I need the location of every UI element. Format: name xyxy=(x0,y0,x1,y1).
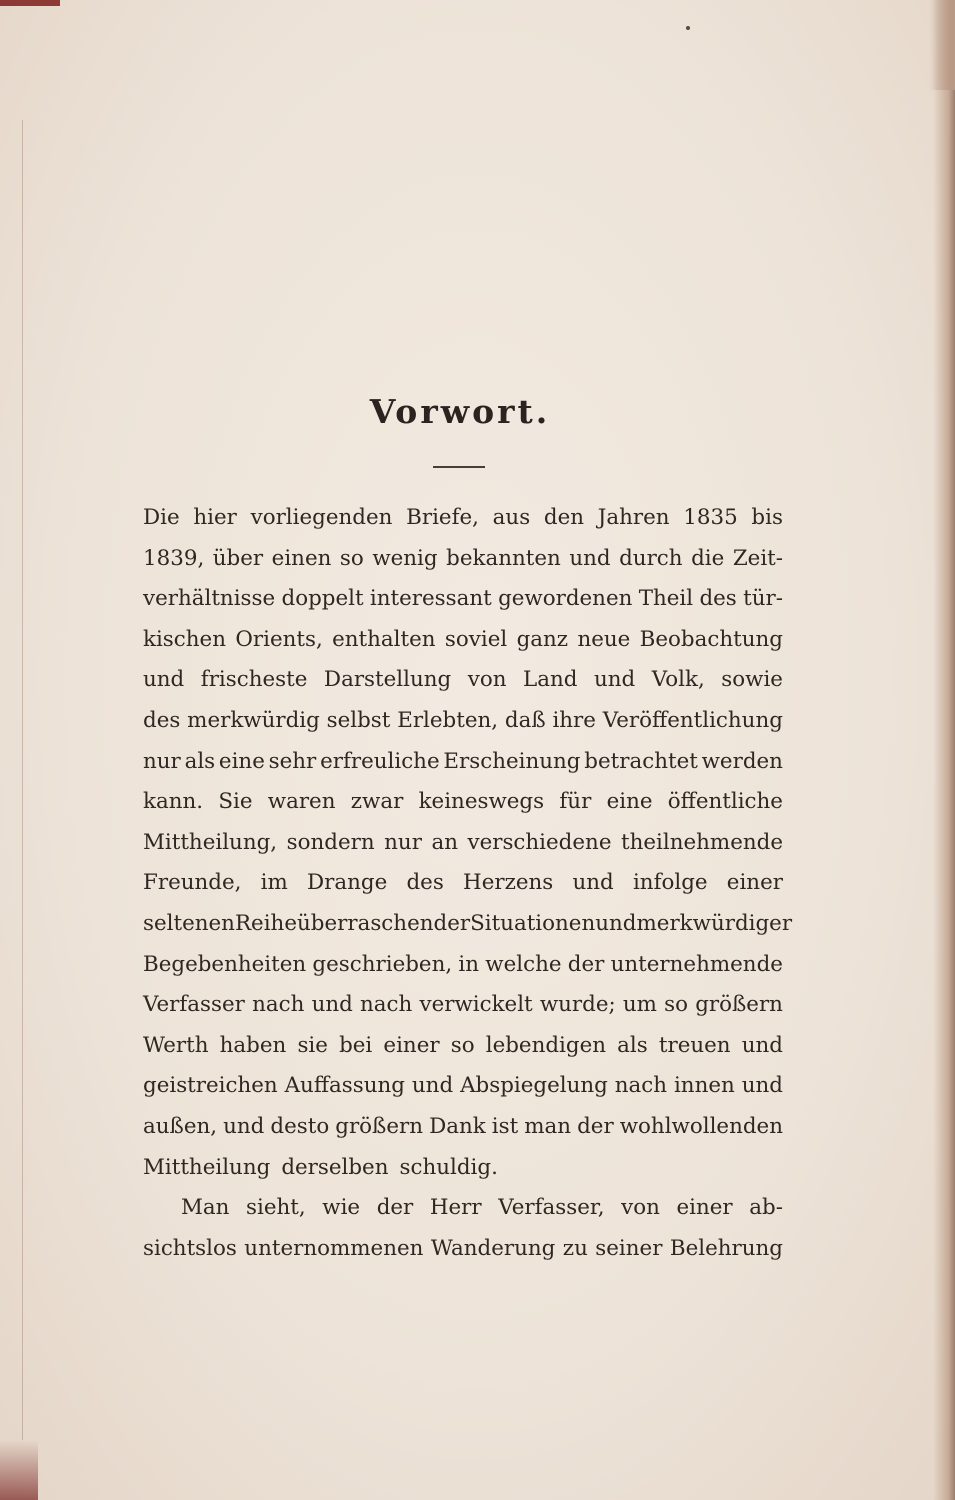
word: sowie xyxy=(721,667,783,693)
word: interessant xyxy=(369,586,492,612)
word: von xyxy=(621,1195,660,1221)
word: erfreuliche xyxy=(320,748,440,774)
word: an xyxy=(431,829,458,855)
word: Herr xyxy=(429,1195,482,1221)
text-line xyxy=(143,1033,783,1074)
word: seiner xyxy=(595,1235,663,1261)
word: Sie xyxy=(218,789,253,815)
preface-text xyxy=(143,505,793,1276)
word: schuldig. xyxy=(399,1154,498,1180)
word: verwickelt xyxy=(419,992,533,1018)
page-title: Vorwort. xyxy=(369,392,551,431)
text-line xyxy=(143,1114,783,1155)
word: werden xyxy=(701,748,783,774)
word: merkwürdiger xyxy=(636,910,793,936)
word: enthalten xyxy=(332,626,436,652)
word: zu xyxy=(562,1235,588,1261)
word: desto xyxy=(270,1113,330,1139)
text-line xyxy=(143,586,783,627)
word: Verfasser xyxy=(143,992,245,1018)
word: bekannten xyxy=(446,545,561,571)
word: wenig xyxy=(372,545,438,571)
word: nur xyxy=(143,748,181,774)
word: und xyxy=(143,667,185,693)
word: Die xyxy=(143,505,180,530)
text-line xyxy=(143,1195,783,1236)
word: größern xyxy=(695,992,783,1018)
word: Orients, xyxy=(235,626,323,652)
word: Verfasser, xyxy=(498,1195,605,1221)
word: sichtslos xyxy=(143,1235,237,1261)
word: einen xyxy=(271,545,332,571)
word: doppelt xyxy=(281,586,364,612)
word: wohlwollenden xyxy=(619,1113,783,1139)
text-line xyxy=(143,870,783,911)
word: außen, xyxy=(143,1113,218,1139)
word: Volk, xyxy=(651,667,705,693)
ink-spot xyxy=(686,26,690,30)
title-divider xyxy=(433,466,485,468)
word: selbst xyxy=(326,707,391,733)
word: als xyxy=(617,1032,648,1058)
word: kischen xyxy=(143,626,226,652)
word: gewordenen xyxy=(498,586,633,612)
word: betrachtet xyxy=(584,748,698,774)
word: über xyxy=(212,545,264,571)
text-line xyxy=(143,505,783,546)
text-line xyxy=(143,910,793,952)
word: Land xyxy=(523,667,578,693)
word: nach xyxy=(252,992,305,1018)
text-line xyxy=(143,749,783,790)
word: des xyxy=(406,870,444,896)
word: Beobachtung xyxy=(639,626,783,652)
word: und xyxy=(594,667,636,693)
word: Dank xyxy=(429,1113,486,1139)
word: des xyxy=(699,586,737,612)
text-line xyxy=(143,1073,783,1114)
word: Darstellung xyxy=(323,667,452,693)
word: Jahren xyxy=(597,505,670,530)
word: Drange xyxy=(307,870,388,896)
word: Herzens xyxy=(463,870,554,896)
word: unternommenen xyxy=(244,1235,424,1261)
word: waren xyxy=(267,789,336,815)
word: Man xyxy=(181,1195,230,1221)
word: Wanderung xyxy=(430,1235,556,1261)
word: nach xyxy=(360,992,413,1018)
word: tür- xyxy=(743,586,783,612)
word: Zeit- xyxy=(732,545,783,571)
word: sondern xyxy=(286,829,375,855)
word: Erlebten, xyxy=(397,707,499,733)
word: größern xyxy=(335,1113,424,1139)
word: Freunde, xyxy=(143,870,242,896)
word: der xyxy=(577,1113,614,1139)
word: und xyxy=(311,992,353,1018)
word: Begebenheiten xyxy=(143,951,307,977)
word: im xyxy=(260,870,288,896)
word: welche xyxy=(485,951,562,977)
text-line xyxy=(143,992,783,1033)
word: verhältnisse xyxy=(143,586,276,612)
word: und xyxy=(411,1073,454,1099)
text-line xyxy=(143,789,783,830)
text-line xyxy=(143,830,783,871)
word: und xyxy=(741,1073,783,1099)
word: nur xyxy=(384,829,422,855)
word: geschrieben, xyxy=(312,951,453,977)
word: einer xyxy=(676,1195,733,1221)
word: seltenen xyxy=(143,910,235,936)
word: des xyxy=(143,707,181,733)
word: und xyxy=(572,870,614,896)
word: von xyxy=(467,667,507,693)
word: daß xyxy=(504,707,546,733)
word: man xyxy=(524,1113,572,1139)
word: Situationen xyxy=(470,910,596,936)
text-line xyxy=(143,546,783,587)
word: wurde; xyxy=(539,992,616,1018)
word: innen xyxy=(673,1073,735,1099)
word: zwar xyxy=(350,789,404,815)
word: bei xyxy=(339,1032,373,1058)
word: eine xyxy=(606,789,653,815)
word: sieht, xyxy=(246,1195,306,1221)
word: frischeste xyxy=(200,667,308,693)
binding-mark xyxy=(0,0,60,6)
word: und xyxy=(223,1113,265,1139)
word: Auffassung xyxy=(284,1073,405,1099)
word: neue xyxy=(577,626,631,652)
word: 1835 xyxy=(683,505,738,530)
word: keineswegs xyxy=(418,789,545,815)
word: unternehmende xyxy=(610,951,783,977)
word: für xyxy=(559,789,592,815)
word: Belehrung xyxy=(669,1235,783,1261)
word: lebendigen xyxy=(485,1032,607,1058)
word: theilnehmende xyxy=(621,829,783,855)
word: sehr xyxy=(268,748,317,774)
word: Briefe, xyxy=(406,505,479,530)
word: einer xyxy=(383,1032,440,1058)
text-line xyxy=(143,708,783,749)
word: Mittheilung, xyxy=(143,829,278,855)
word: treuen xyxy=(658,1032,731,1058)
word: Theil xyxy=(638,586,694,612)
word: geistreichen xyxy=(143,1073,278,1099)
corner-stain-bottom xyxy=(0,1440,38,1500)
corner-stain xyxy=(929,0,955,90)
gutter-line xyxy=(22,120,23,1440)
word: wie xyxy=(322,1195,361,1221)
word: merkwürdig xyxy=(187,707,320,733)
word: hier xyxy=(193,505,237,530)
word: um xyxy=(622,992,657,1018)
text-line xyxy=(143,1236,783,1277)
word: infolge xyxy=(632,870,708,896)
word: soviel xyxy=(444,626,508,652)
word: sie xyxy=(297,1032,328,1058)
word: ist xyxy=(491,1113,519,1139)
word: den xyxy=(543,505,585,530)
text-line xyxy=(143,952,783,993)
word: Werth xyxy=(143,1032,209,1058)
word: in xyxy=(458,951,480,977)
word: als xyxy=(184,748,216,774)
word: die xyxy=(691,545,725,571)
word: der xyxy=(567,951,605,977)
word: durch xyxy=(619,545,683,571)
text-line xyxy=(143,1155,783,1196)
word: vorliegenden xyxy=(250,505,393,530)
word: ihre xyxy=(552,707,596,733)
word: eine xyxy=(218,748,265,774)
word: einer xyxy=(726,870,783,896)
text-line xyxy=(143,667,783,708)
text-line xyxy=(143,627,783,668)
word: bis xyxy=(751,505,783,530)
page-edge-shadow xyxy=(933,0,955,1500)
word: Mittheilung xyxy=(143,1154,271,1180)
word: verschiedene xyxy=(467,829,612,855)
word: ab- xyxy=(749,1195,783,1221)
word: so xyxy=(450,1032,475,1058)
word: derselben xyxy=(281,1154,389,1180)
word: Erscheinung xyxy=(443,748,581,774)
word: 1839, xyxy=(143,545,205,571)
word: haben xyxy=(219,1032,287,1058)
word: kann. xyxy=(143,789,204,815)
word: ganz xyxy=(516,626,569,652)
word: Veröffentlichung xyxy=(602,707,783,733)
word: öffentliche xyxy=(667,789,783,815)
word: überraschender xyxy=(297,910,471,936)
word: so xyxy=(339,545,364,571)
word: und xyxy=(595,910,637,936)
word: und xyxy=(569,545,611,571)
word: aus xyxy=(492,505,531,530)
word: und xyxy=(741,1032,783,1058)
word: der xyxy=(376,1195,414,1221)
word: Reihe xyxy=(234,910,297,936)
word: so xyxy=(664,992,689,1018)
word: nach xyxy=(614,1073,668,1099)
word: Abspiegelung xyxy=(460,1073,608,1099)
